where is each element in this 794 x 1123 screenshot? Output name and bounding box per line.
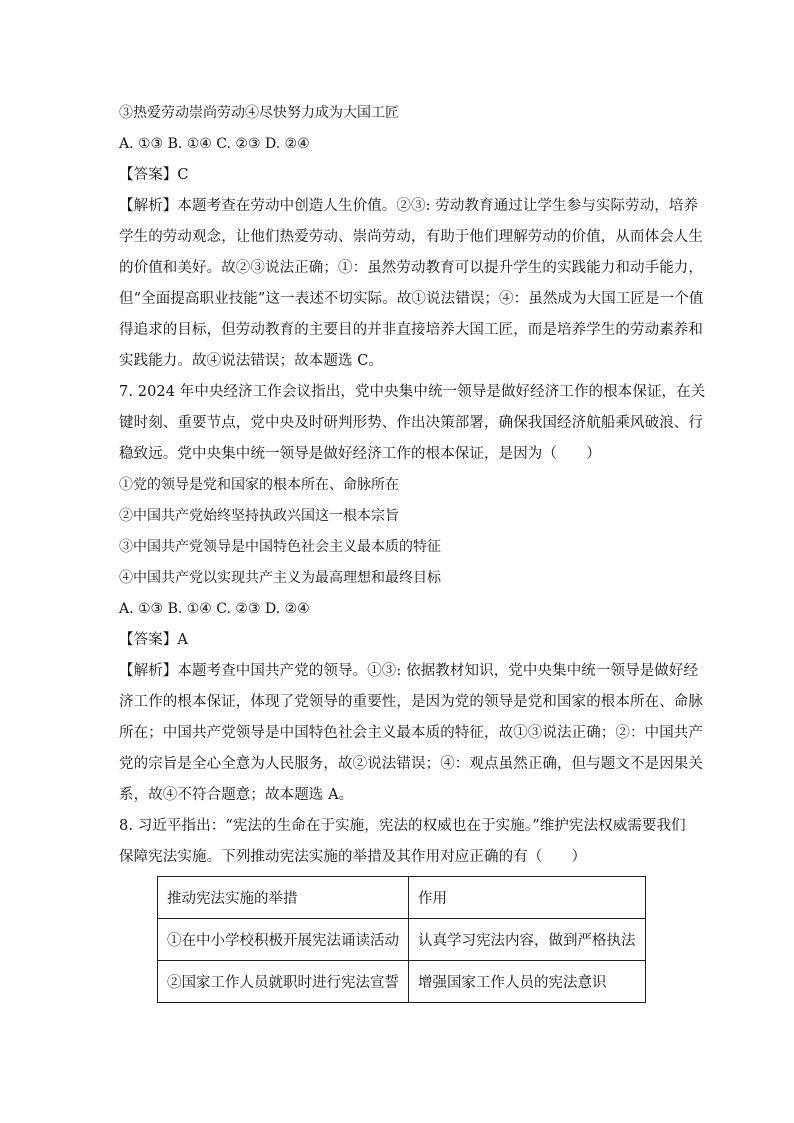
q8-table — [157, 876, 646, 1003]
q6-analysis-line: 的价值和美好。故②③说法正确；①：虽然劳动教育可以提升学生的实践能力和动手能力， — [119, 260, 703, 276]
table-row — [158, 961, 646, 1003]
q7-stem-line: 稳致远。党中央集中统一领导是做好经济工作的根本保证，是因为（ ） — [119, 446, 601, 462]
table-header-row — [158, 877, 646, 919]
q6-analysis-line: 得追求的目标，但劳动教育的主要目的并非直接培养大国工匠，而是培养学生的劳动素养和 — [119, 322, 703, 338]
q6-analysis-line: 学生的劳动观念，让他们热爱劳动、崇尚劳动，有助于他们理解劳动的价值，从而体会人生 — [119, 229, 703, 245]
table-cell: ①在中小学校积极开展宪法诵读活动 — [158, 919, 409, 961]
q7-analysis-line: 所在；中国共产党领导是中国特色社会主义最本质的特征，故①③说法正确；②：中国共产 — [119, 725, 703, 741]
q6-choices: A. ①③ B. ①④ C. ②③ D. ②④ — [119, 136, 310, 152]
q6-answer: 【答案】C — [119, 167, 189, 183]
q7-stem-line: 键时刻、重要节点，党中央及时研判形势、作出决策部署，确保我国经济航船乘风破浪、行 — [119, 415, 703, 431]
q7-option-4: ④中国共产党以实现共产主义为最高理想和最终目标 — [119, 570, 441, 586]
table-cell: 增强国家工作人员的宪法意识 — [409, 961, 646, 1003]
q6-analysis-line: 实践能力。故④说法错误；故本题选 C。 — [119, 353, 384, 369]
q7-analysis-line: 【解析】本题考查中国共产党的领导。①③: 依据教材知识，党中央集中统一领导是做好经 — [119, 663, 699, 679]
q8-stem-line: 8. 习近平指出：“宪法的生命在于实施，宪法的权威也在于实施。”维护宪法权威需要我们 — [119, 818, 686, 834]
q7-option-1: ①党的领导是党和国家的根本所在、命脉所在 — [119, 477, 399, 493]
q6-analysis-line: 【解析】本题考查在劳动中创造人生价值。②③: 劳动教育通过让学生参与实际劳动，培养 — [119, 198, 699, 214]
table-header-cell: 推动宪法实施的举措 — [158, 877, 409, 919]
table-header-cell: 作用 — [409, 877, 646, 919]
q7-option-2: ②中国共产党始终坚持执政兴国这一根本宗旨 — [119, 508, 399, 524]
document-body — [119, 98, 706, 873]
q7-option-3: ③中国共产党领导是中国特色社会主义最本质的特征 — [119, 539, 441, 555]
q7-analysis-line: 系，故④不符合题意；故本题选 A。 — [119, 787, 354, 803]
q7-analysis-line: 济工作的根本保证，体现了党领导的重要性，是因为党的领导是党和国家的根本所在、命脉 — [119, 694, 703, 710]
q7-analysis-line: 党的宗旨是全心全意为人民服务，故②说法错误；④：观点虽然正确，但与题文不是因果关 — [119, 756, 703, 772]
q6-option-line: ③热爱劳动崇尚劳动④尽快努力成为大国工匠 — [119, 105, 399, 121]
q6-analysis-line: 但“全面提高职业技能”这一表述不切实际。故①说法错误；④：虽然成为大国工匠是一个值 — [119, 291, 704, 307]
table-row — [158, 919, 646, 961]
table-cell: ②国家工作人员就职时进行宪法宣誓 — [158, 961, 409, 1003]
q7-stem-line: 7. 2024 年中央经济工作会议指出，党中央集中统一领导是做好经济工作的根本保证，在关 — [119, 384, 706, 400]
q7-choices: A. ①③ B. ①④ C. ②③ D. ②④ — [119, 601, 310, 617]
q8-stem-line: 保障宪法实施。下列推动宪法实施的举措及其作用对应正确的有（ ） — [119, 849, 587, 865]
q7-answer: 【答案】A — [119, 632, 188, 648]
table-cell: 认真学习宪法内容，做到严格执法 — [409, 919, 646, 961]
